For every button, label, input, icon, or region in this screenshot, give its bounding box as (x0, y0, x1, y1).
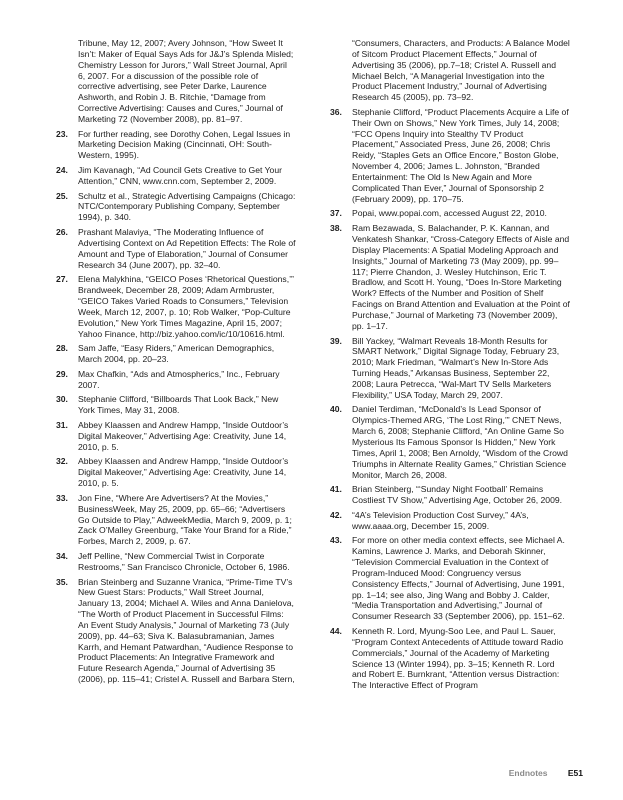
endnote-text: Brian Steinberg and Suzanne Vranica, “Prime-Time TV’s New Guest Stars: Products,” Wall Street Journal, January 13, 2004; Michael A. Wiles and Anna Danielova, “The Worth of Product Placement in Successful Films: An Event Study Analysis,” Journal of Marketing 73 (July 2009), pp. 44–63; Siva K. Balasubramanian, James Karrh, and Hemant Patwardhan, “Audience Response to Product Placements: An Integrative Framework and Future Research Agenda,” Journal of Advertising 35 (2006), pp. 115–41; Cristel A. Russell and Barbara Stern, (78, 576, 295, 685)
endnote-number: 35. (56, 576, 68, 587)
endnote-text: Abbey Klaassen and Andrew Hampp, “Inside Outdoor’s Digital Makeover,” Advertising Age: Creativity, June 14, 2010, p. 5. (78, 420, 289, 452)
endnote (56, 191, 296, 224)
page-footer (509, 768, 583, 778)
endnote-number: 31. (56, 420, 68, 431)
endnote-text: For more on other media context effects, see Michael A. Kamins, Lawrence J. Marks, and Deborah Skinner, “Television Commercial Evaluation in the Context of Program-Induced Mood: Congruency versus Consistency Effects,” Journal of Advertising, June 1991, pp. 1–14; see also, Jing Wang and Bobby J. Calder, “Media Transportation and Advertising,” Journal of Consumer Research 33 (September 2006), pp. 151–62. (352, 535, 565, 622)
endnote-number: 24. (56, 165, 68, 176)
endnote (56, 165, 296, 187)
endnote-number: 34. (56, 550, 68, 561)
endnote (330, 404, 570, 480)
endnote (56, 577, 296, 685)
endnote-text: “4A’s Television Production Cost Survey,” 4A’s, www.aaaa.org, December 15, 2009. (352, 509, 529, 531)
endnote-text: Prashant Malaviya, “The Moderating Influence of Advertising Context on Ad Repetition Effects: The Role of Amount and Type of Elaboration,” Journal of Consumer Research 34 (June 2007), pp. 32–40. (78, 227, 296, 270)
endnote (56, 493, 296, 547)
endnote-text: Jeff Pelline, “New Commercial Twist in Corporate Restrooms,” San Francisco Chronicle, October 6, 1986. (78, 550, 290, 572)
endnote-text: Popai, www.popai.com, accessed August 22, 2010. (352, 208, 547, 219)
endnote-text: Sam Jaffe, “Easy Riders,” American Demographics, March 2004, pp. 20–23. (78, 343, 275, 365)
endnote-number: 40. (330, 404, 342, 415)
endnote (56, 129, 296, 162)
endnote-number: 38. (330, 223, 342, 234)
endnote-number: 39. (330, 335, 342, 346)
endnote-text: Kenneth R. Lord, Myung-Soo Lee, and Paul L. Sauer, “Program Context Antecedents of Attitude toward Radio Commercials,” Journal of the Academy of Marketing Science 13 (Winter 1994), pp. 3–15; Kenneth R. Lord and Robert E. Burnkrant, “Attention versus Distraction: The Interactive Effect of Program (352, 626, 564, 691)
endnote-text: For further reading, see Dorothy Cohen, Legal Issues in Marketing Decision Making (Cincinnati, OH: South-Western, 1995). (78, 128, 291, 161)
endnote-text: Abbey Klaassen and Andrew Hampp, “Inside Outdoor’s Digital Makeover,” Advertising Age: Creativity, June 14, 2010, p. 5. (78, 456, 289, 489)
endnote-text: Brian Steinberg, “‘Sunday Night Football’ Remains Costliest TV Show,” Advertising Age, October 26, 2009. (352, 484, 563, 506)
endnote-number: 23. (56, 128, 68, 139)
endnote (56, 394, 296, 416)
endnote (56, 38, 296, 125)
endnote-text: Bill Yackey, “Walmart Reveals 18-Month Results for SMART Network,” Digital Signage Today, February 23, 2010; Mark Friedman, “Walmart’s New In-Store Ads Turning Heads,” Arkansas Business, September 22, 2008; Laura Petrecca, “Wal-Mart TV Sells Marketers Flexibility,” USA Today, March 29, 2007. (352, 335, 560, 400)
endnote-text: Stephanie Clifford, “Product Placements Acquire a Life of Their Own on Shows,” New York Times, July 14, 2008; “FCC Opens Inquiry into Stealthy TV Product Placement,” Associated Press, June 26, 2008; Chris Reidy, “Staples Gets an Office Encore,” Boston Globe, November 4, 2006; James L. Johnston, “Branded Entertainment: The Old Is New Again and More Complicated Than Ever,” Journal of Sponsorship 2 (February 2009), pp. 170–75. (352, 106, 569, 204)
endnote (56, 343, 296, 365)
endnote-number: 42. (330, 509, 342, 520)
endnote-number: 41. (330, 484, 342, 495)
endnote-text: “Consumers, Characters, and Products: A Balance Model of Sitcom Product Placement Effects,” Journal of Advertising 35 (2006), pp.7–18; Cristel A. Russell and Michael Belch, “A Managerial Investigation into the Product Placement Industry,” Journal of Advertising Research 45 (2005), pp. 73–92. (352, 38, 570, 103)
endnote (330, 107, 570, 205)
endnote-text: Jon Fine, “Where Are Advertisers? At the Movies,” BusinessWeek, May 25, 2009, pp. 65–66; “Advertisers Go Outside to Play,” AdweekMedia, March 9, 2009, p. 1; Zack O’Malley Greenburg, “Take Your Brand for a Ride,” Forbes, March 2, 2009, p. 67. (78, 492, 292, 547)
endnote (56, 369, 296, 391)
endnote (56, 456, 296, 489)
endnote-text: Jim Kavanagh, “Ad Council Gets Creative to Get Your Attention,” CNN, www.cnn.com, September 2, 2009. (78, 165, 282, 186)
endnote-number: 33. (56, 492, 68, 503)
endnote (330, 223, 570, 331)
endnote-text: Tribune, May 12, 2007; Avery Johnson, “How Sweet It Isn’t: Maker of Equal Says Ads for J&J’s Splenda Misled; Chemistry Lesson for Jurors,” Wall Street Journal, April 6, 2007. For a discussion of the possible role of corrective advertising, see Peter Darke, Laurence Ashworth, and Robin J. B. Ritchie, “Damage from Corrective Advertising: Causes and Cures,” Journal of Marketing 72 (November 2008), pp. 81–97. (78, 38, 294, 124)
endnote (330, 535, 570, 622)
endnote-number: 29. (56, 368, 68, 379)
endnote-number: 37. (330, 208, 342, 219)
endnote-number: 44. (330, 626, 342, 637)
endnote-text: Max Chafkin, “Ads and Atmospherics,” Inc., February 2007. (78, 368, 280, 390)
right-column (330, 38, 570, 695)
endnote (330, 510, 570, 532)
endnote (56, 420, 296, 453)
endnote (56, 227, 296, 270)
endnote-text: Daniel Terdiman, “McDonald’s Is Lead Sponsor of Olympics-Themed ARG, ‘The Lost Ring,’” CNET News, March 6, 2008; Stephanie Clifford, “An Online Game So Mysterious Its Famous Sponsor Is Hidden,” New York Times, April 1, 2008; Ben Arnoldy, “Wisdom of the Crowd Triumphs in Alternate Reality Games,” Christian Science Monitor, March 26, 2008. (352, 404, 568, 480)
endnote-number: 30. (56, 394, 68, 405)
endnote-number: 26. (56, 227, 68, 238)
endnote-text: Elena Malykhina, “GEICO Poses ‘Rhetorical Questions,’” Brandweek, December 28, 2009; Adam Armbruster, “GEICO Takes Varied Roads to Consumers,” Television Week, March 12, 2007, p. 10; Rob Walker, “Pop-Culture Evolution,” New York Times Magazine, April 15, 2007; Yahoo Finance, http://biz.yahoo.com/ic/10/10616.html. (78, 274, 294, 339)
endnote (330, 626, 570, 691)
endnote (330, 336, 570, 401)
endnote-number: 43. (330, 535, 342, 546)
endnote-number: 27. (56, 274, 68, 285)
endnote-number: 28. (56, 343, 68, 354)
endnote (330, 208, 570, 219)
endnote (56, 551, 296, 573)
endnote-text: Ram Bezawada, S. Balachander, P. K. Kannan, and Venkatesh Shankar, “Cross-Category Effects of Aisle and Display Placements: A Spatial Modeling Approach and Insights,” Journal of Marketing 73 (May 2009), pp. 99–117; Pierre Chandon, J. Wesley Hutchinson, Eric T. Bradlow, and Scott H. Young, “Does In-Store Marketing Work? Effects of the Number and Position of Shelf Facings on Brand Attention and Evaluation at the Point of Purchase,” Journal of Marketing 73 (November 2009), pp. 1–17. (352, 223, 570, 331)
endnote (330, 38, 570, 103)
endnote (330, 484, 570, 506)
left-column (56, 38, 296, 689)
endnote-text: Schultz et al., Strategic Advertising Campaigns (Chicago: NTC/Contemporary Publishing Company, September 1994), p. 340. (78, 190, 296, 223)
endnote-number: 32. (56, 456, 68, 467)
endnote (56, 274, 296, 339)
endnote-number: 25. (56, 190, 68, 201)
endnote-text: Stephanie Clifford, “Billboards That Look Back,” New York Times, May 31, 2008. (78, 394, 279, 416)
endnote-number: 36. (330, 106, 342, 117)
footer-section-title: Endnotes (508, 768, 548, 778)
page-number: E51 (567, 768, 583, 778)
